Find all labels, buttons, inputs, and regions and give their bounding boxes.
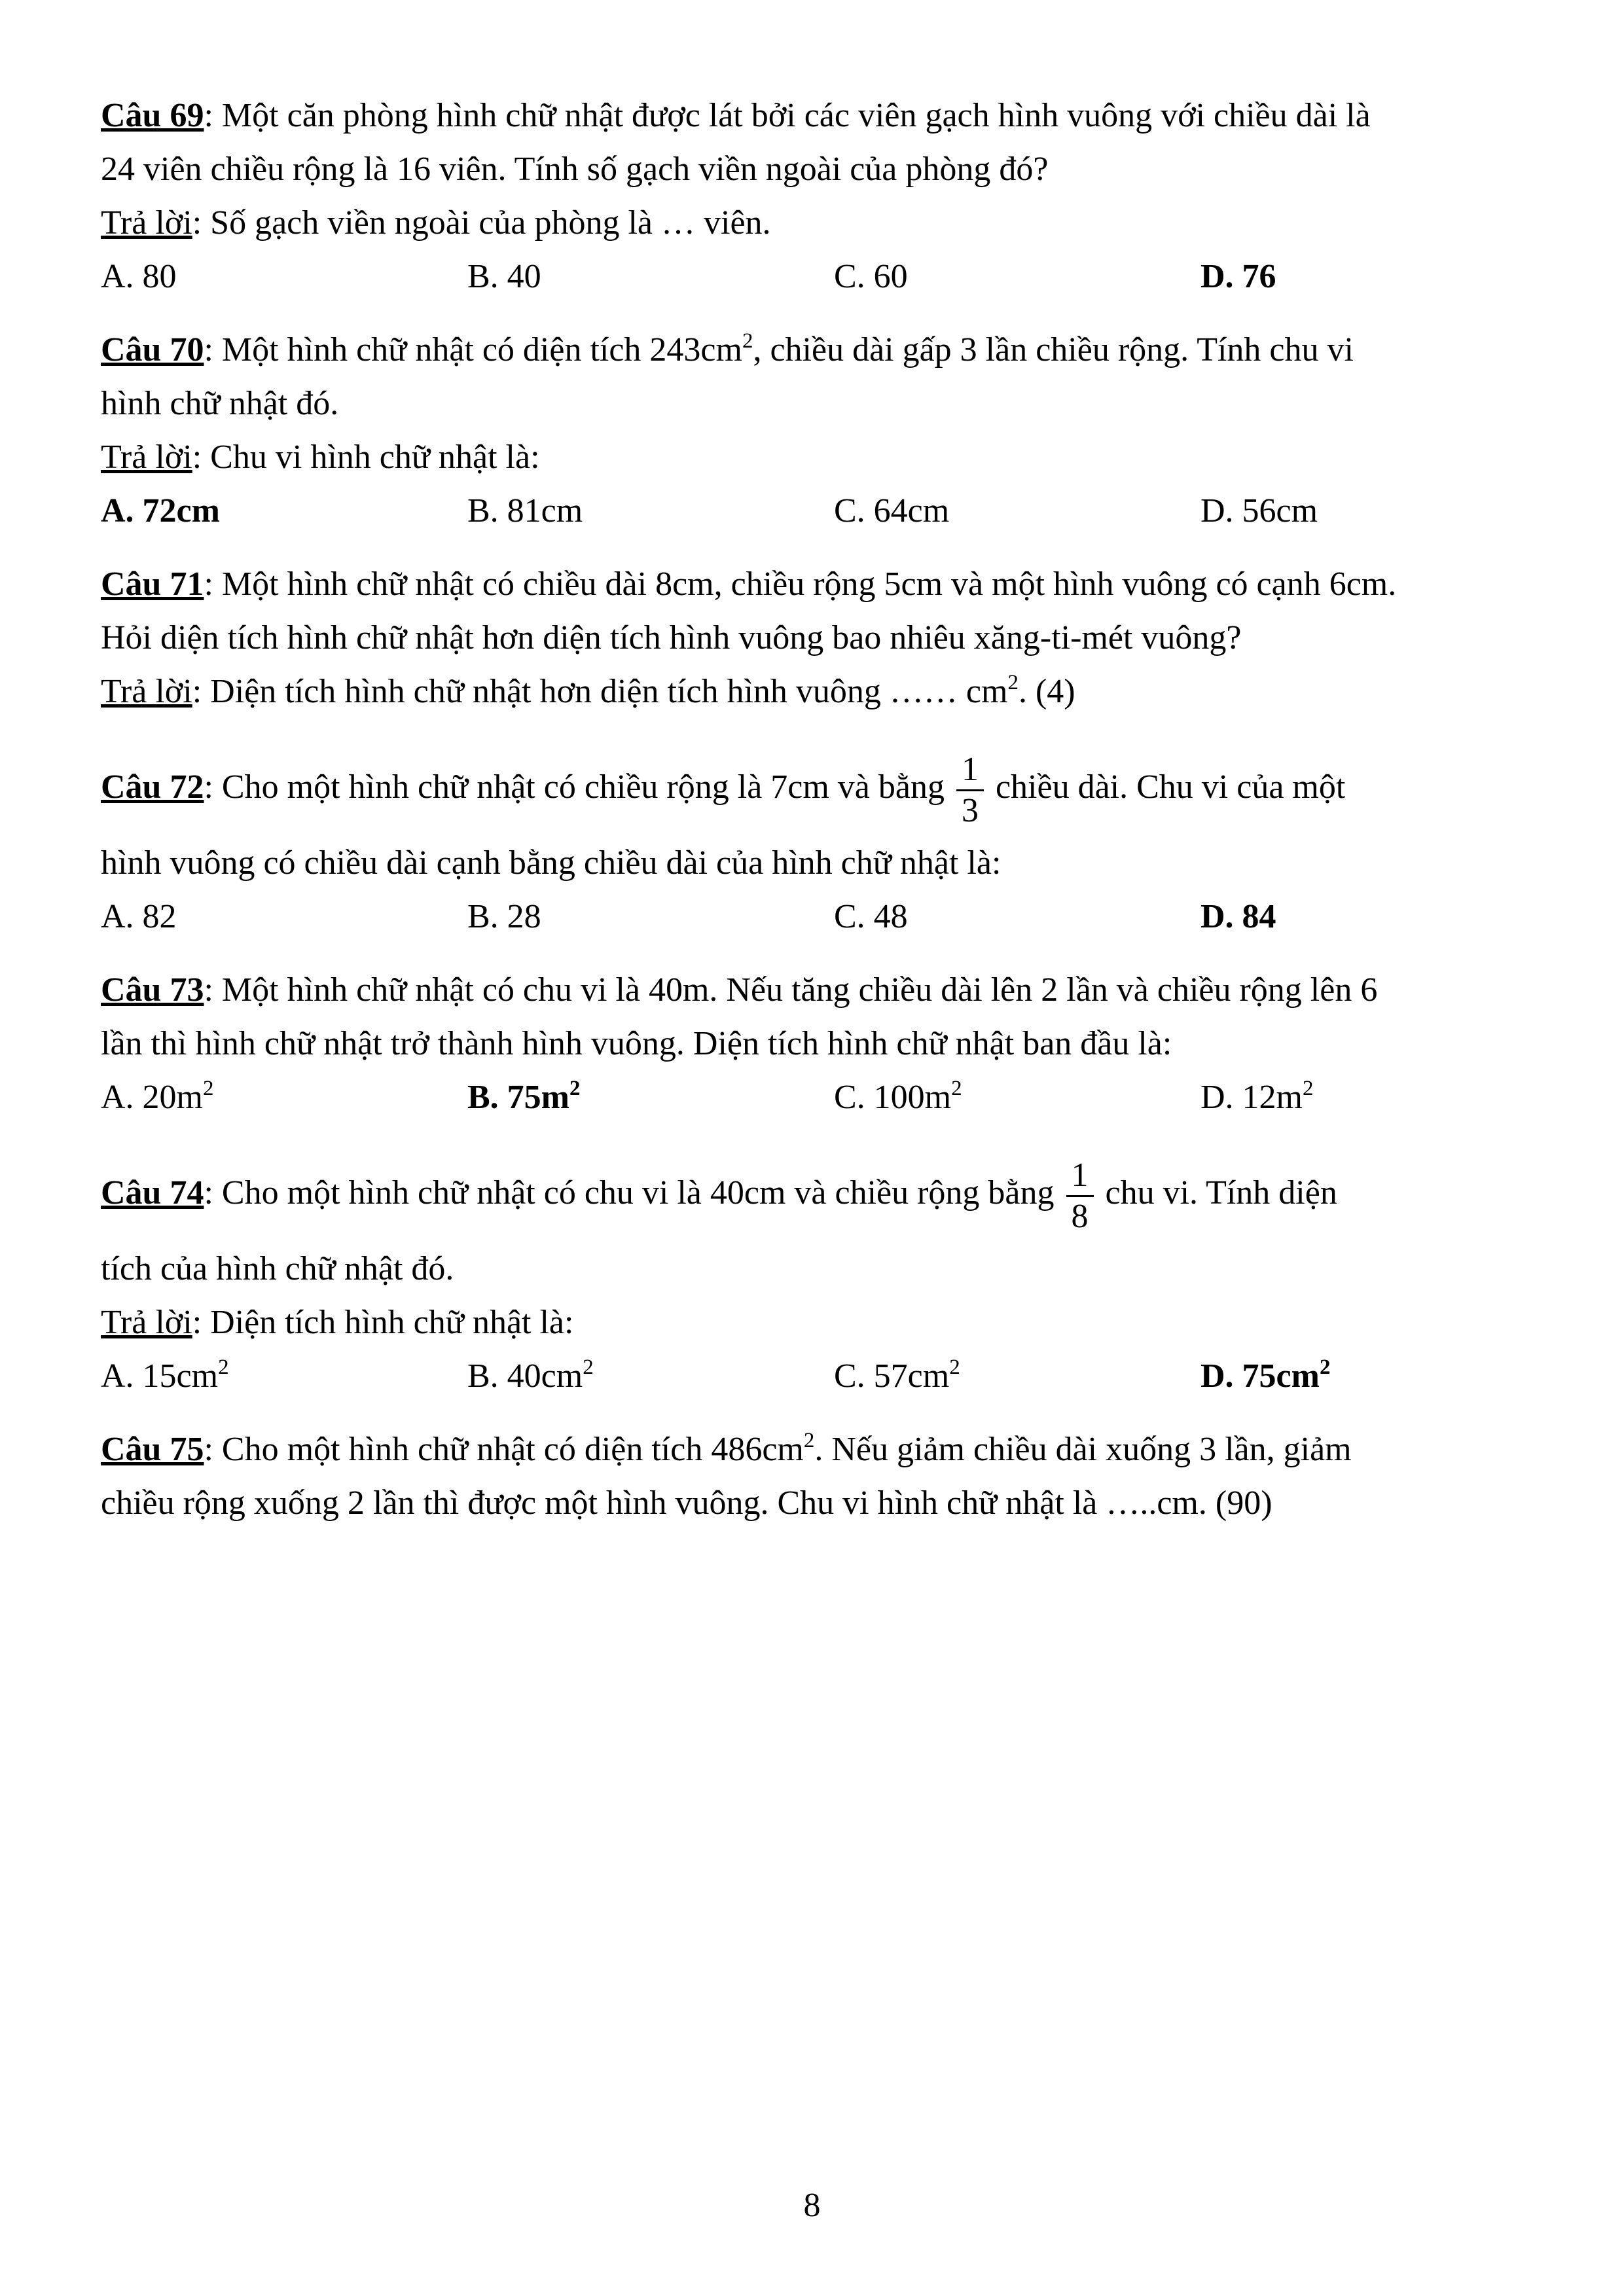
- question-label: Câu 71: [101, 565, 204, 603]
- fraction-denominator: 8: [1071, 1197, 1089, 1235]
- question-text: hình vuông có chiều dài cạnh bằng chiều dài của hình chữ nhật là:: [101, 844, 1001, 882]
- answer-text: : Số gạch viền ngoài của phòng là … viên.: [192, 204, 771, 242]
- answer-text: : Diện tích hình chữ nhật hơn diện tích hình vuông …… cm: [192, 673, 1008, 710]
- question-text: : Một hình chữ nhật có chu vi là 40m. Nếu tăng chiều dài lên 2 lần và chiều rộng lên 6: [204, 971, 1378, 1009]
- fraction-denominator: 3: [961, 791, 979, 829]
- question-text: : Một hình chữ nhật có chiều dài 8cm, chiều rộng 5cm và một hình vuông có cạnh 6cm.: [204, 565, 1397, 603]
- fraction-numerator: 1: [956, 750, 984, 791]
- question-text: chu vi. Tính diện: [1105, 1174, 1337, 1211]
- question-label: Câu 69: [101, 97, 204, 134]
- option-d-correct: D. 84: [1200, 898, 1276, 935]
- answer-text: : Diện tích hình chữ nhật là:: [192, 1304, 574, 1341]
- question-text: : Cho một hình chữ nhật có chiều rộng là 7cm và bằng: [204, 768, 945, 806]
- superscript: 2: [742, 329, 753, 353]
- question-text: : Một căn phòng hình chữ nhật được lát bởi các viên gạch hình vuông với chiều dài là: [204, 97, 1371, 134]
- options-row: [101, 1071, 1567, 1124]
- options-row: [101, 484, 1567, 538]
- question-label: Câu 75: [101, 1431, 204, 1468]
- question-label: Câu 70: [101, 331, 204, 368]
- question-74: [101, 1144, 1567, 1403]
- option-a-correct: A. 72cm: [101, 492, 220, 529]
- question-text: : Cho một hình chữ nhật có diện tích 486cm: [204, 1431, 804, 1468]
- question-text: Hỏi diện tích hình chữ nhật hơn diện tích hình vuông bao nhiêu xăng-ti-mét vuông?: [101, 619, 1242, 656]
- fraction: [956, 750, 984, 831]
- answer-label: Trả lời: [101, 673, 192, 710]
- answer-text: : Chu vi hình chữ nhật là:: [192, 439, 540, 476]
- question-text: hình chữ nhật đó.: [101, 385, 339, 422]
- option-a: A. 80: [101, 258, 177, 295]
- option-d: D. $12m^2$: [1200, 1077, 1314, 1116]
- question-text: lần thì hình chữ nhật trở thành hình vuông. Diện tích hình chữ nhật ban đầu là:: [101, 1025, 1172, 1062]
- question-label: Câu 74: [101, 1174, 204, 1211]
- option-d: D. 56cm: [1200, 492, 1318, 529]
- option-b: B. $40cm^2$: [467, 1355, 594, 1395]
- question-75: [101, 1423, 1567, 1530]
- question-text: , chiều dài gấp 3 lần chiều rộng. Tính chu vi: [753, 331, 1354, 368]
- superscript: 2: [1007, 671, 1019, 694]
- question-71: [101, 558, 1567, 719]
- superscript: 2: [803, 1429, 815, 1452]
- question-label: Câu 72: [101, 768, 204, 806]
- option-a: A. 82: [101, 898, 177, 935]
- option-c: C. $57cm^2$: [834, 1355, 960, 1395]
- option-a: A. $15cm^2$: [101, 1355, 229, 1395]
- question-text: chiều rộng xuống 2 lần thì được một hình vuông. Chu vi hình chữ nhật là …..cm. (90): [101, 1484, 1272, 1522]
- document-page: [101, 89, 1567, 1550]
- option-b: B. 40: [467, 258, 541, 295]
- option-a: A. $20m^2$: [101, 1077, 214, 1116]
- question-text: tích của hình chữ nhật đó.: [101, 1250, 454, 1287]
- option-c: C. 64cm: [834, 492, 950, 529]
- option-d-correct: D. $75cm^2$: [1200, 1355, 1331, 1395]
- question-70: [101, 323, 1567, 538]
- options-row: [101, 1350, 1567, 1403]
- option-c: C. $100m^2$: [834, 1077, 962, 1116]
- question-text: 24 viên chiều rộng là 16 viên. Tính số gạch viền ngoài của phòng đó?: [101, 151, 1049, 188]
- question-text: chiều dài. Chu vi của một: [995, 768, 1346, 806]
- option-d-correct: D. 76: [1200, 258, 1276, 295]
- question-69: [101, 89, 1567, 304]
- fraction-numerator: 1: [1066, 1156, 1094, 1197]
- question-72: [101, 738, 1567, 944]
- answer-label: Trả lời: [101, 1304, 192, 1341]
- options-row: [101, 890, 1567, 944]
- answer-text: . (4): [1018, 673, 1075, 710]
- question-text: . Nếu giảm chiều dài xuống 3 lần, giảm: [814, 1431, 1352, 1468]
- question-text: : Cho một hình chữ nhật có chu vi là 40cm và chiều rộng bằng: [204, 1174, 1055, 1211]
- fraction: [1066, 1156, 1094, 1236]
- answer-label: Trả lời: [101, 439, 192, 476]
- option-b-correct: B. $75m^2$: [467, 1077, 581, 1116]
- options-row: [101, 250, 1567, 304]
- answer-label: Trả lời: [101, 204, 192, 242]
- option-c: C. 48: [834, 898, 908, 935]
- option-c: C. 60: [834, 258, 908, 295]
- option-b: B. 28: [467, 898, 541, 935]
- page-number: 8: [803, 2187, 821, 2224]
- question-73: [101, 963, 1567, 1124]
- option-b: B. 81cm: [467, 492, 583, 529]
- question-label: Câu 73: [101, 971, 204, 1009]
- question-text: : Một hình chữ nhật có diện tích 243cm: [204, 331, 742, 368]
